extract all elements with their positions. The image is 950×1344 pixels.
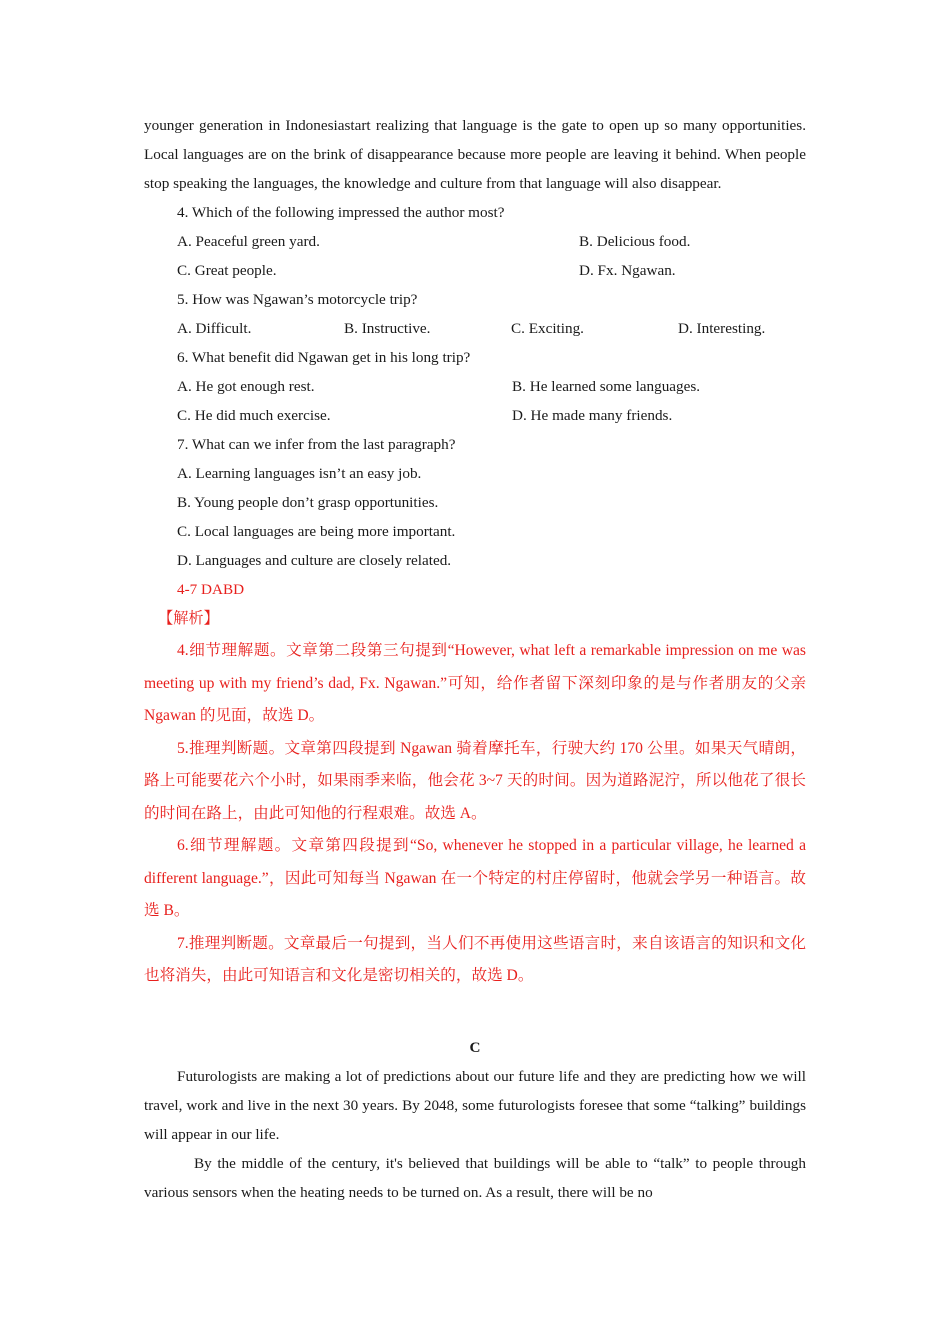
question-4-options-row-1 (144, 227, 806, 256)
question-4-stem: 4. Which of the following impressed the author most? (177, 204, 505, 221)
question-6-options-row-2 (144, 401, 806, 430)
question-5-option-c: C. Exciting. (511, 320, 584, 337)
analysis-header: 【解析】 (158, 610, 219, 627)
question-6-option-b: B. He learned some languages. (512, 378, 701, 395)
question-4-option-c: C. Great people. (177, 262, 277, 279)
question-5-stem: 5. How was Ngawan’s motorcycle trip? (177, 291, 418, 308)
analysis-question-5: 5.推理判断题。文章第四段提到 Ngawan 骑着摩托车，行驶大约 170 公里。如果天气晴朗，路上可能要花六个小时，如果雨季来临，他会花 3~7 天的时间。因为道路泥泞，所以他花了很长的时间在路上，由此可知他的行程艰难。故选 A。 (144, 739, 806, 822)
question-4-option-a: A. Peaceful green yard. (177, 233, 320, 250)
question-6-option-c: C. He did much exercise. (177, 407, 331, 424)
question-5-option-b: B. Instructive. (344, 320, 431, 337)
section-c-paragraph-1: Futurologists are making a lot of predictions about our future life and they are predicting how we will travel, work and live in the next 30 years. By 2048, some futurologists foresee that some “talking” buildings will appear in our life. (144, 1067, 806, 1143)
question-5-option-d: D. Interesting. (678, 320, 766, 337)
question-6-options-row-1 (144, 372, 806, 401)
question-7-option-d: D. Languages and culture are closely related. (177, 552, 452, 569)
question-6-stem: 6. What benefit did Ngawan get in his long trip? (177, 349, 471, 366)
document-page (144, 111, 806, 1207)
analysis-question-6: 6.细节理解题。文章第四段提到“So, whenever he stopped in a particular village, he learned a different language.”，因此可知每当 Ngawan 在一个特定的村庄停留时，他就会学另一种语言。故选 B。 (144, 837, 806, 919)
passage-b-final-paragraph: younger generation in Indonesiastart realizing that language is the gate to open up so many opportunities. Local languages are on the brink of disappearance because more people are leaving it behind. When people stop speaking the languages, the knowledge and culture from that language will also disappear. (144, 117, 806, 192)
question-7-option-b: B. Young people don’t grasp opportunities. (177, 494, 439, 511)
question-4-options-row-2 (144, 256, 806, 285)
question-4-option-b: B. Delicious food. (579, 233, 691, 250)
section-c-heading: C (469, 1038, 481, 1056)
answer-key: 4-7 DABD (177, 581, 245, 598)
question-7-stem: 7. What can we infer from the last paragraph? (177, 436, 456, 453)
section-c-paragraph-2: By the middle of the century, it's believed that buildings will be able to “talk” to people through various sensors when the heating needs to be turned on. As a result, there will be no (144, 1154, 806, 1201)
question-6-option-d: D. He made many friends. (512, 407, 673, 424)
question-7-option-a: A. Learning languages isn’t an easy job. (177, 465, 422, 482)
question-5-option-a: A. Difficult. (177, 320, 252, 337)
analysis-question-4: 4.细节理解题。文章第二段第三句提到“However, what left a remarkable impression on me was meeting up with my friend’s dad, Fx. Ngawan.”可知，给作者留下深刻印象的是与作者朋友的父亲 Ngawan 的见面，故选 D。 (144, 642, 806, 724)
question-7-option-c: C. Local languages are being more important. (177, 523, 456, 540)
question-5-options-row (144, 314, 806, 343)
question-6-option-a: A. He got enough rest. (177, 378, 315, 395)
analysis-question-7: 7.推理判断题。文章最后一句提到，当人们不再使用这些语言时，来自该语言的知识和文化也将消失，由此可知语言和文化是密切相关的，故选 D。 (144, 934, 806, 984)
question-4-option-d: D. Fx. Ngawan. (579, 262, 676, 279)
